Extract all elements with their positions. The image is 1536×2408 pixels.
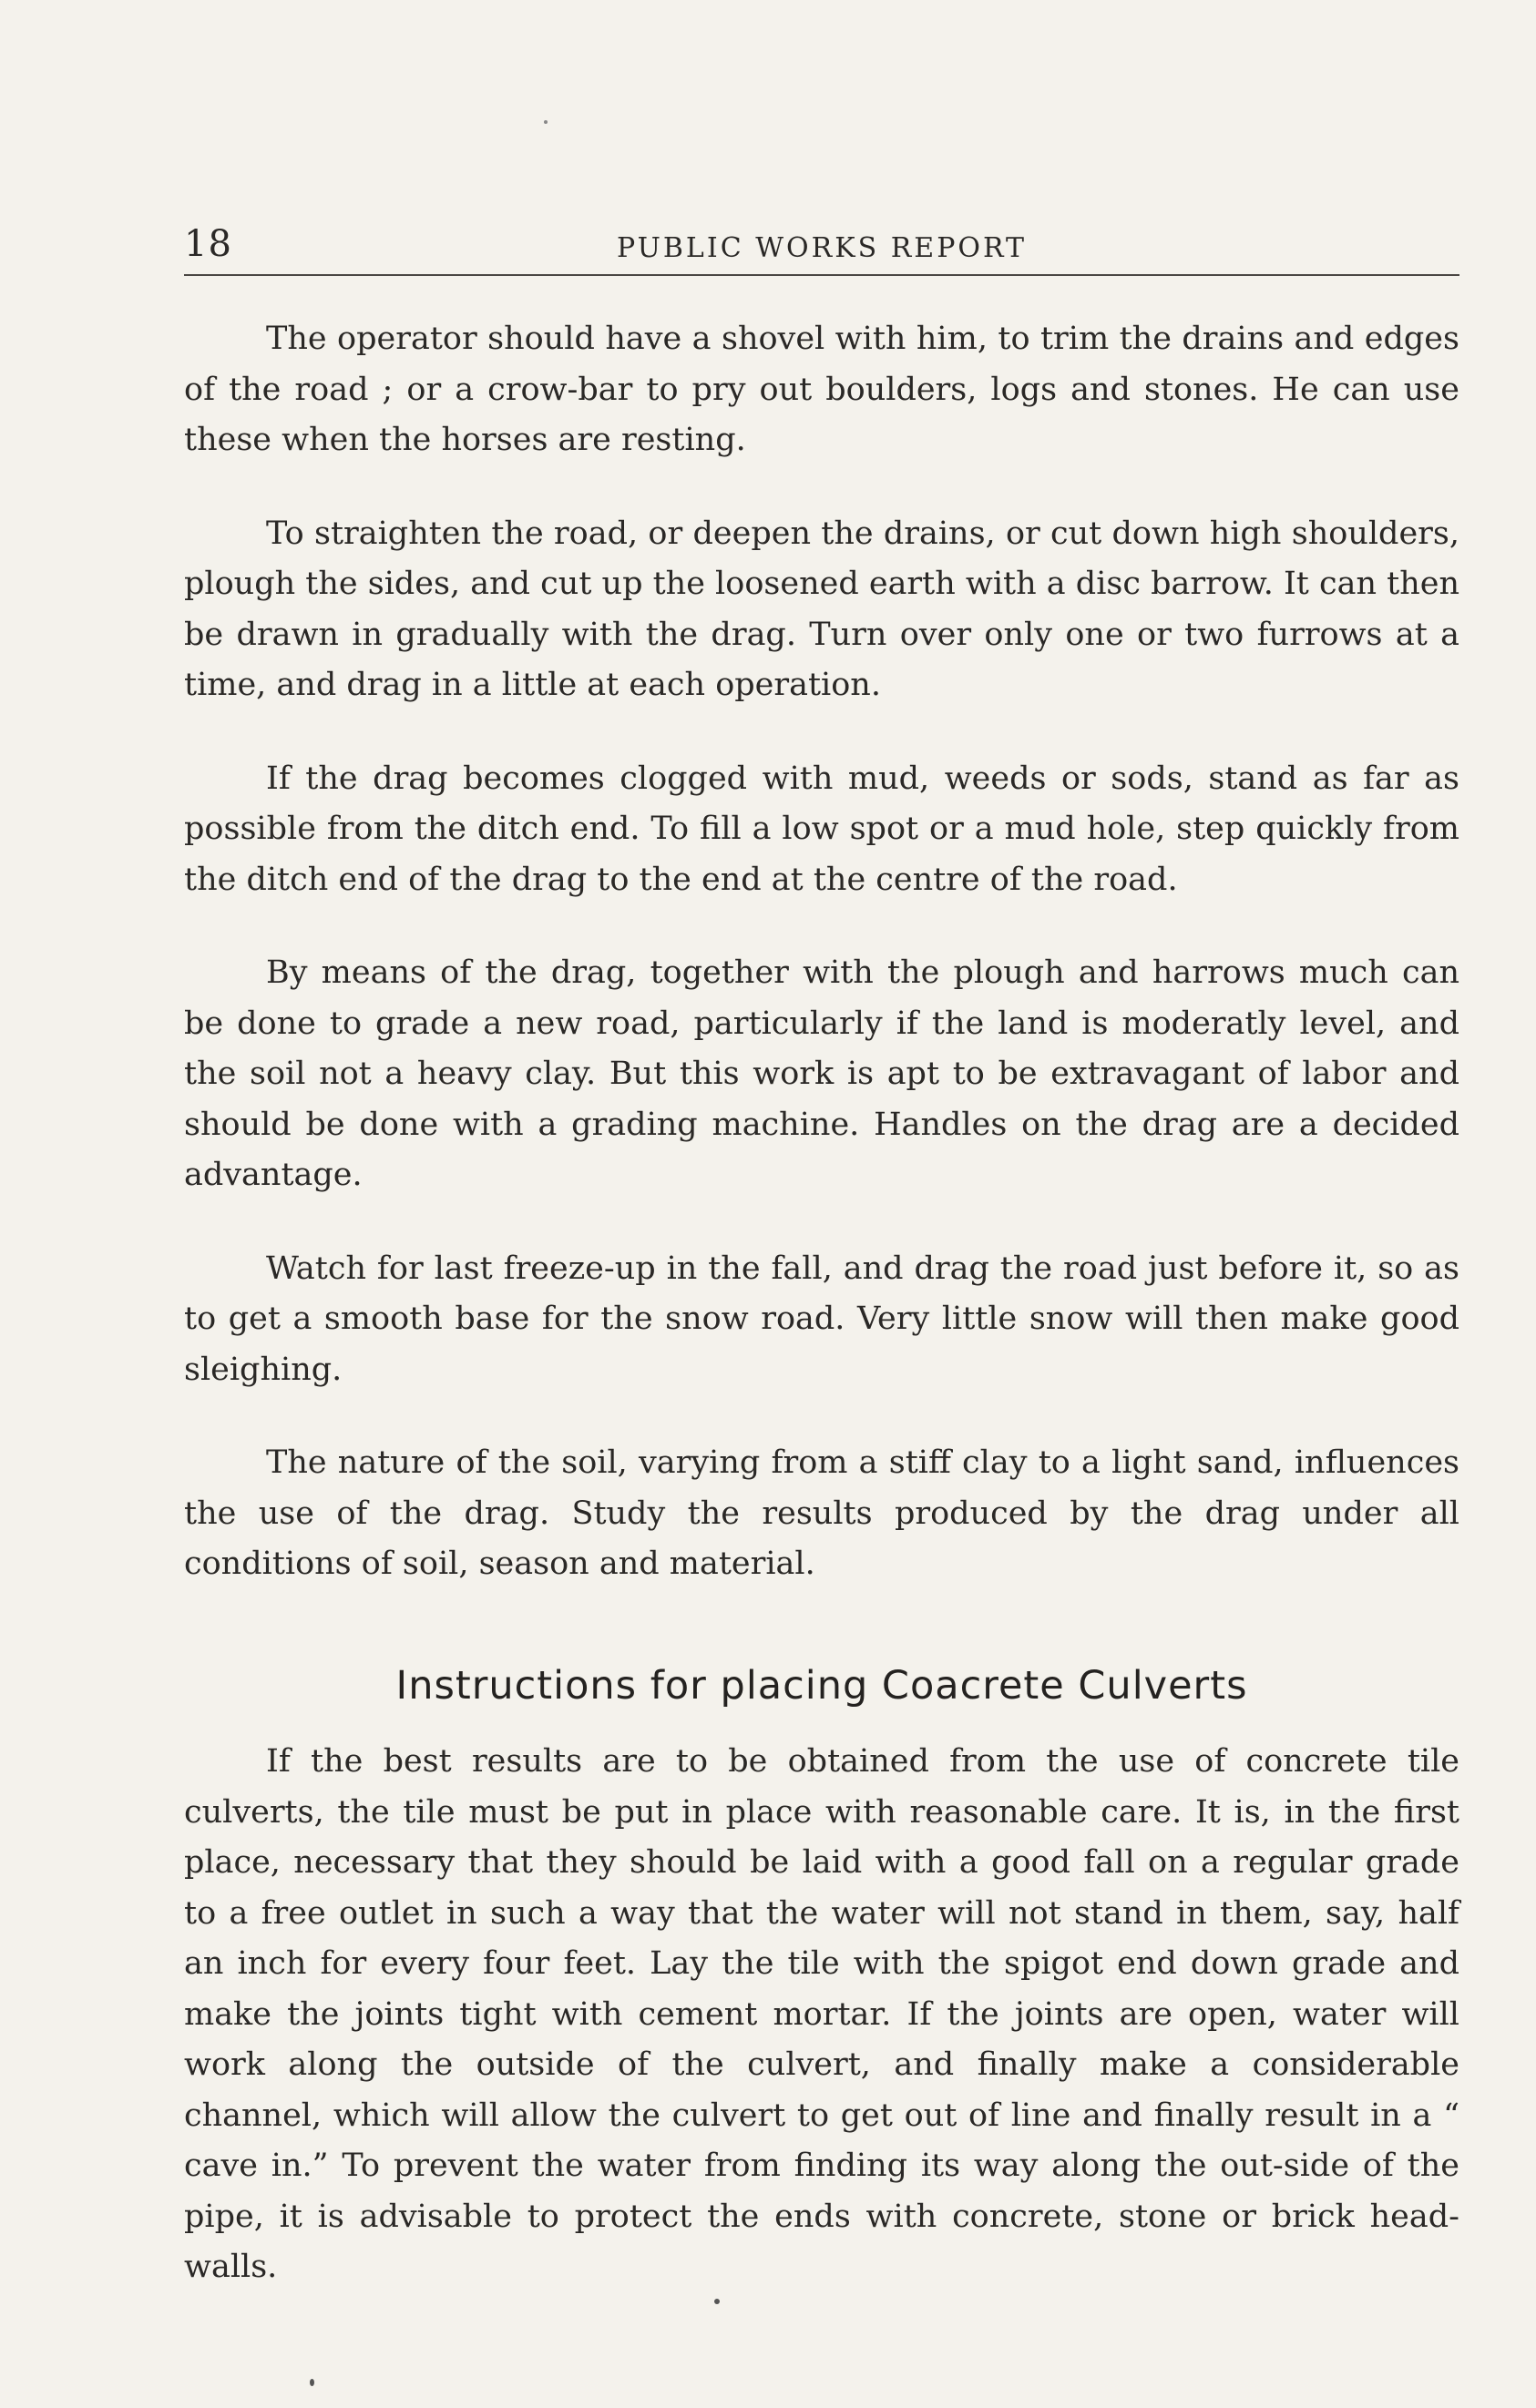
running-head: PUBLIC WORKS REPORT — [616, 232, 1028, 264]
print-speck — [714, 2299, 720, 2304]
page-header — [184, 223, 1459, 276]
print-speck — [544, 120, 548, 124]
paragraph-clogged-drag: If the drag becomes clogged with mud, weeds or sods, stand as far as possible from the ditch end. To fill a low spot or a mud hole, step quickly from the ditch end of the drag to the end at the centre of the road. — [184, 760, 1459, 898]
body-text — [184, 314, 1459, 2293]
section-heading: Instructions for placing Coacrete Culverts — [395, 1662, 1248, 1709]
page-number: 18 — [184, 223, 232, 265]
paragraph-concrete-culverts: If the best results are to be obtained from the use of concrete tile culverts, the tile must be put in place with reasonable care. It is, in the first place, necessary that they should be laid with a good fall on a regular grade to a free outlet in such a way that the water will not stand in them, say, half an inch for every four feet. Lay the tile with the spigot end down grade and make the joints tight with cement mortar. If the joints are open, water will work along the outside of the culvert, and finally make a considerable channel, which will allow the culvert to get out of line and finally result in a “ cave in.” To prevent the water from finding its way along the out-side of the pipe, it is advisable to protect the ends with concrete, stone or brick head-walls. — [184, 1743, 1459, 2285]
paragraph-soil-nature: The nature of the soil, varying from a stiff clay to a light sand, influences the use of the drag. Study the results produced by the drag under all conditions of soil, season and material. — [184, 1444, 1459, 1582]
paragraph-operator-tools: The operator should have a shovel with him, to trim the drains and edges of the road ; or a crow-bar to pry out boulders, logs and stones. He can use these when the horses are resting. — [184, 321, 1459, 458]
paragraph-grading: By means of the drag, together with the plough and harrows much can be done to grade a new road, particularly if the land is moderatly level, and the soil not a heavy clay. But this work is apt to be extravagant of labor and should be done with a grading machine. Handles on the drag are a decided advantage. — [184, 954, 1459, 1193]
document-page — [184, 223, 1459, 2318]
paragraph-straighten-road: To straighten the road, or deepen the drains, or cut down high shoulders, plough the sides, and cut up the loosened earth with a disc barrow. It can then be drawn in gradually with the drag. Turn over only one or two furrows at a time, and drag in a little at each operation. — [184, 515, 1459, 703]
print-speck — [310, 2379, 314, 2386]
paragraph-freeze-up: Watch for last freeze-up in the fall, and drag the road just before it, so as to get a smooth base for the snow road. Very little snow will then make good sleighing. — [184, 1250, 1459, 1388]
